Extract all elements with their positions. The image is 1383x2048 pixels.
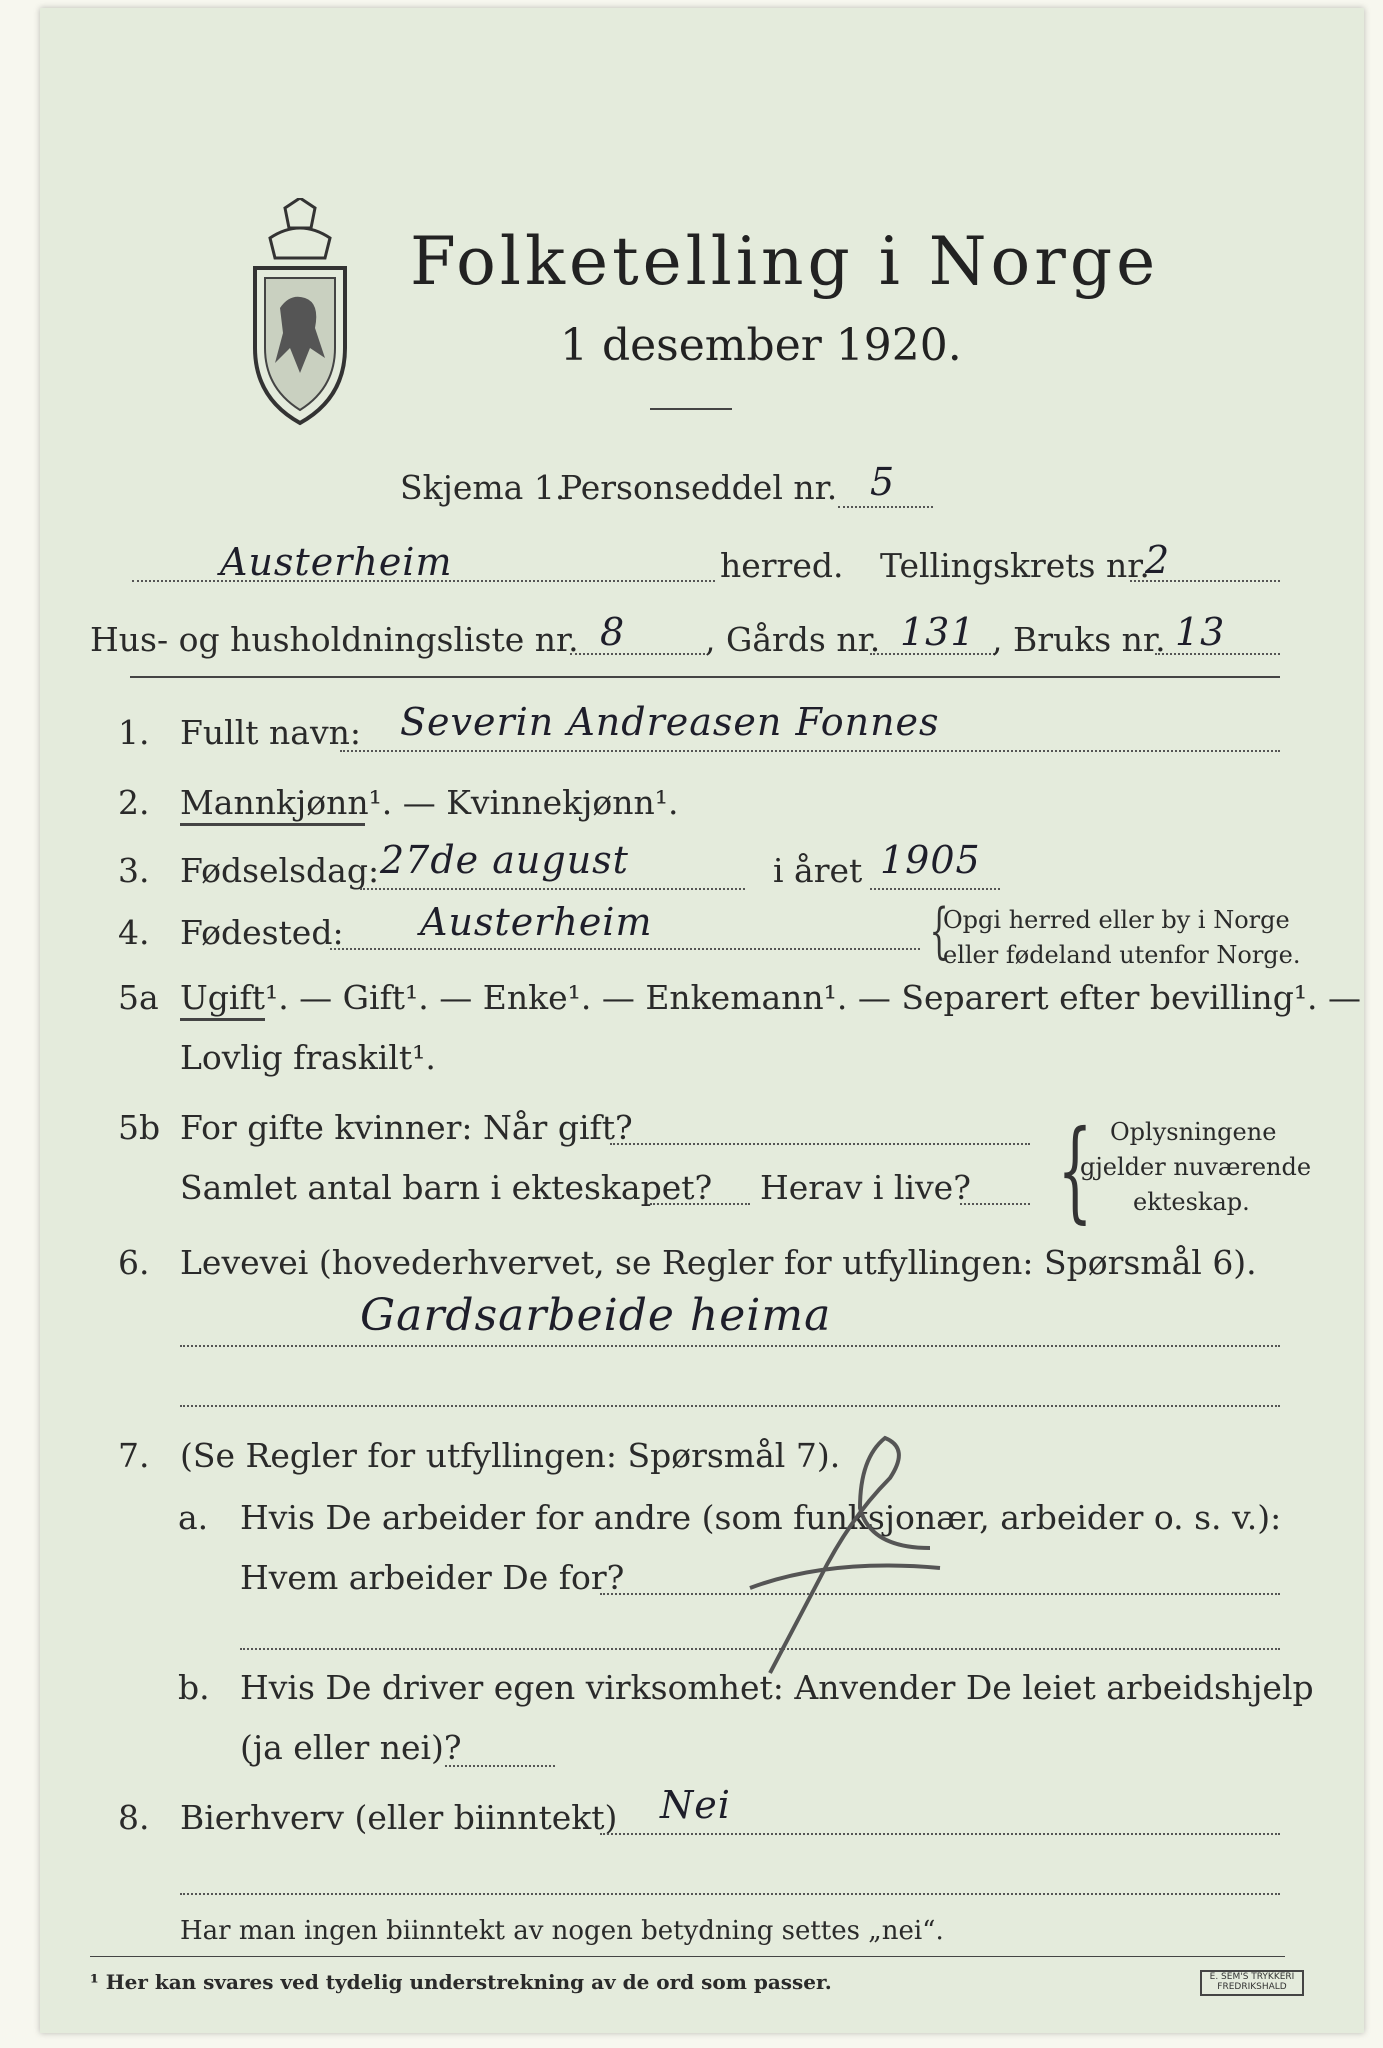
q4-value: Austerheim <box>420 900 653 944</box>
q4-line <box>330 948 920 950</box>
q5b-line2a: Samlet antal barn i ekteskapet? <box>180 1168 713 1207</box>
q6-line-2 <box>180 1405 1280 1407</box>
q3-year-label: i året <box>773 851 863 890</box>
q7-label: (Se Regler for utfyllingen: Spørsmål 7). <box>180 1436 841 1475</box>
bruks-value: 13 <box>1175 610 1226 654</box>
footnote: ¹ Her kan svares ved tydelig understrekning av de ord som passer. <box>90 1970 832 1994</box>
q6-number: 6. <box>118 1243 150 1282</box>
printer-stamp: E. SEM'S TRYKKERI FREDRIKSHALD <box>1200 1970 1304 1996</box>
q6-line-1 <box>180 1345 1280 1347</box>
q6-value: Gardsarbeide heima <box>360 1290 832 1341</box>
q5a-underline <box>180 1018 265 1021</box>
q4-number: 4. <box>118 913 150 952</box>
personseddel-value: 5 <box>870 460 896 504</box>
q5a-line2: Lovlig fraskilt¹. <box>180 1038 436 1077</box>
q4-label: Fødested: <box>180 913 344 952</box>
q1-number: 1. <box>118 713 150 752</box>
hus-label: Hus- og husholdningsliste nr. <box>90 620 579 659</box>
bruks-line <box>1155 653 1280 655</box>
q3-label: Fødselsdag: <box>180 851 380 890</box>
q5b-note-3: ekteskap. <box>1133 1188 1250 1216</box>
hus-line <box>570 653 705 655</box>
herred-line <box>132 580 715 582</box>
gards-label: , Gårds nr. <box>705 620 881 659</box>
q1-value: Severin Andreasen Fonnes <box>400 700 940 744</box>
q5b-children-line <box>650 1203 750 1205</box>
q4-note-1: Opgi herred eller by i Norge <box>943 906 1290 934</box>
tellingskrets-value: 2 <box>1145 538 1171 582</box>
q3-year-line <box>870 888 1000 890</box>
form-title: Folketelling i Norge <box>410 223 1160 300</box>
tellingskrets-label: Tellingskrets nr. <box>880 546 1150 585</box>
q5b-when-line <box>610 1143 1030 1145</box>
gards-value: 131 <box>900 610 976 654</box>
hus-value: 8 <box>600 610 626 654</box>
q7b-line2: (ja eller nei)? <box>240 1728 462 1767</box>
q5b-alive-line <box>960 1203 1030 1205</box>
q3-year-value: 1905 <box>880 838 981 882</box>
q8-label: Bierhverv (eller biinntekt) <box>180 1798 618 1837</box>
tellingskrets-line <box>1130 580 1280 582</box>
q5a-line1: Ugift¹. — Gift¹. — Enke¹. — Enkemann¹. — Separert efter bevilling¹. — <box>180 978 1362 1017</box>
q3-number: 3. <box>118 851 150 890</box>
q5b-line2b: Herav i live? <box>760 1168 971 1207</box>
q8-line <box>600 1833 1280 1835</box>
bruks-label: , Bruks nr. <box>992 620 1166 659</box>
skjema-label: Skjema 1. <box>400 468 566 507</box>
q5b-note-1: Oplysningene <box>1110 1118 1277 1146</box>
title-divider <box>650 408 732 410</box>
q3-value: 27de august <box>380 838 629 882</box>
q8-value: Nei <box>660 1783 731 1827</box>
q7-number: 7. <box>118 1436 150 1475</box>
q7b-line1: Hvis De driver egen virksomhet: Anvender De leiet arbeidshjelp <box>240 1668 1314 1707</box>
q7a-line1: Hvis De arbeider for andre (som funksjonær, arbeider o. s. v.): <box>240 1498 1282 1537</box>
q8-number: 8. <box>118 1798 150 1837</box>
q5b-number: 5b <box>118 1108 161 1147</box>
herred-value: Austerheim <box>220 540 453 584</box>
census-form: Folketelling i Norge 1 desember 1920. Skjema 1. Personseddel nr. 5 Austerheim herred. Tellingskrets nr. 2 Hus- og husholdningsliste nr. 8 , Gårds nr. 131 , Bruks nr. 13 1. Fullt navn: Severin Andreasen Fonnes 2. Mannkjønn¹. — Kvinnekjønn¹. 3. Fødselsdag: 27de august i året 1905 4. Fødested: Austerheim { Opgi herred eller by i Norge eller fødeland utenfor Norge. 5a Ugift¹. — Gift¹. — Enke¹. — Enkemann¹. — Separert efter bevilling¹. — Lovlig fraskilt¹. 5b For gifte kvinner: Når gift? Samlet antal barn i ekteskapet? Herav i live? { Oplysningene gjelder nuværende ekteskap. 6. Levevei (hovederhvervet, se Regler for utfyllingen: Spørsmål 6). Gardsarbeide heima 7. (Se Regler for utfyllingen: Spørsmål 7). a. Hvis De arbeider for andre (som funksjonær, arbeider o. s. v.): Hvem arbeider De for? b. Hvis De driver egen virksomhet: Anvender De leiet arbeidshjelp (ja eller nei)? 8. Bierhverv (eller biinntekt) Nei Har man ingen biinntekt av nogen betydning settes „nei“. ¹ Her kan svares ved tydelig understrekning av de ord som passer. E. SEM'S TRYKKERI FREDRIKSHALD <box>40 8 1364 2033</box>
q5a-number: 5a <box>118 978 159 1017</box>
q6-label: Levevei (hovederhvervet, se Regler for utfyllingen: Spørsmål 6). <box>180 1243 1257 1282</box>
q7b-line <box>445 1765 555 1767</box>
q7a-number: a. <box>178 1498 209 1537</box>
q2-label: Mannkjønn¹. — Kvinnekjønn¹. <box>180 783 679 822</box>
footer-separator <box>90 1956 1285 1957</box>
q1-line <box>340 750 1280 752</box>
q2-number: 2. <box>118 783 150 822</box>
coat-of-arms-icon <box>245 198 355 428</box>
q7b-number: b. <box>178 1668 210 1707</box>
footer-note: Har man ingen biinntekt av nogen betydning settes „nei“. <box>180 1916 944 1946</box>
herred-label: herred. <box>720 546 844 585</box>
header-separator <box>130 676 1280 678</box>
personseddel-label: Personseddel nr. <box>560 468 838 507</box>
q7a-line2: Hvem arbeider De for? <box>240 1558 625 1597</box>
q2-underline <box>180 823 365 826</box>
q5b-note-2: gjelder nuværende <box>1080 1153 1312 1181</box>
q8-line-2 <box>180 1893 1280 1895</box>
q1-label: Fullt navn: <box>180 713 361 752</box>
q3-line <box>360 888 745 890</box>
form-date: 1 desember 1920. <box>560 320 962 371</box>
personseddel-line <box>838 506 933 508</box>
q5b-line1: For gifte kvinner: Når gift? <box>180 1108 633 1147</box>
gards-line <box>870 653 995 655</box>
q4-note-2: eller fødeland utenfor Norge. <box>943 941 1301 969</box>
strike-mark-icon <box>710 1428 970 1678</box>
